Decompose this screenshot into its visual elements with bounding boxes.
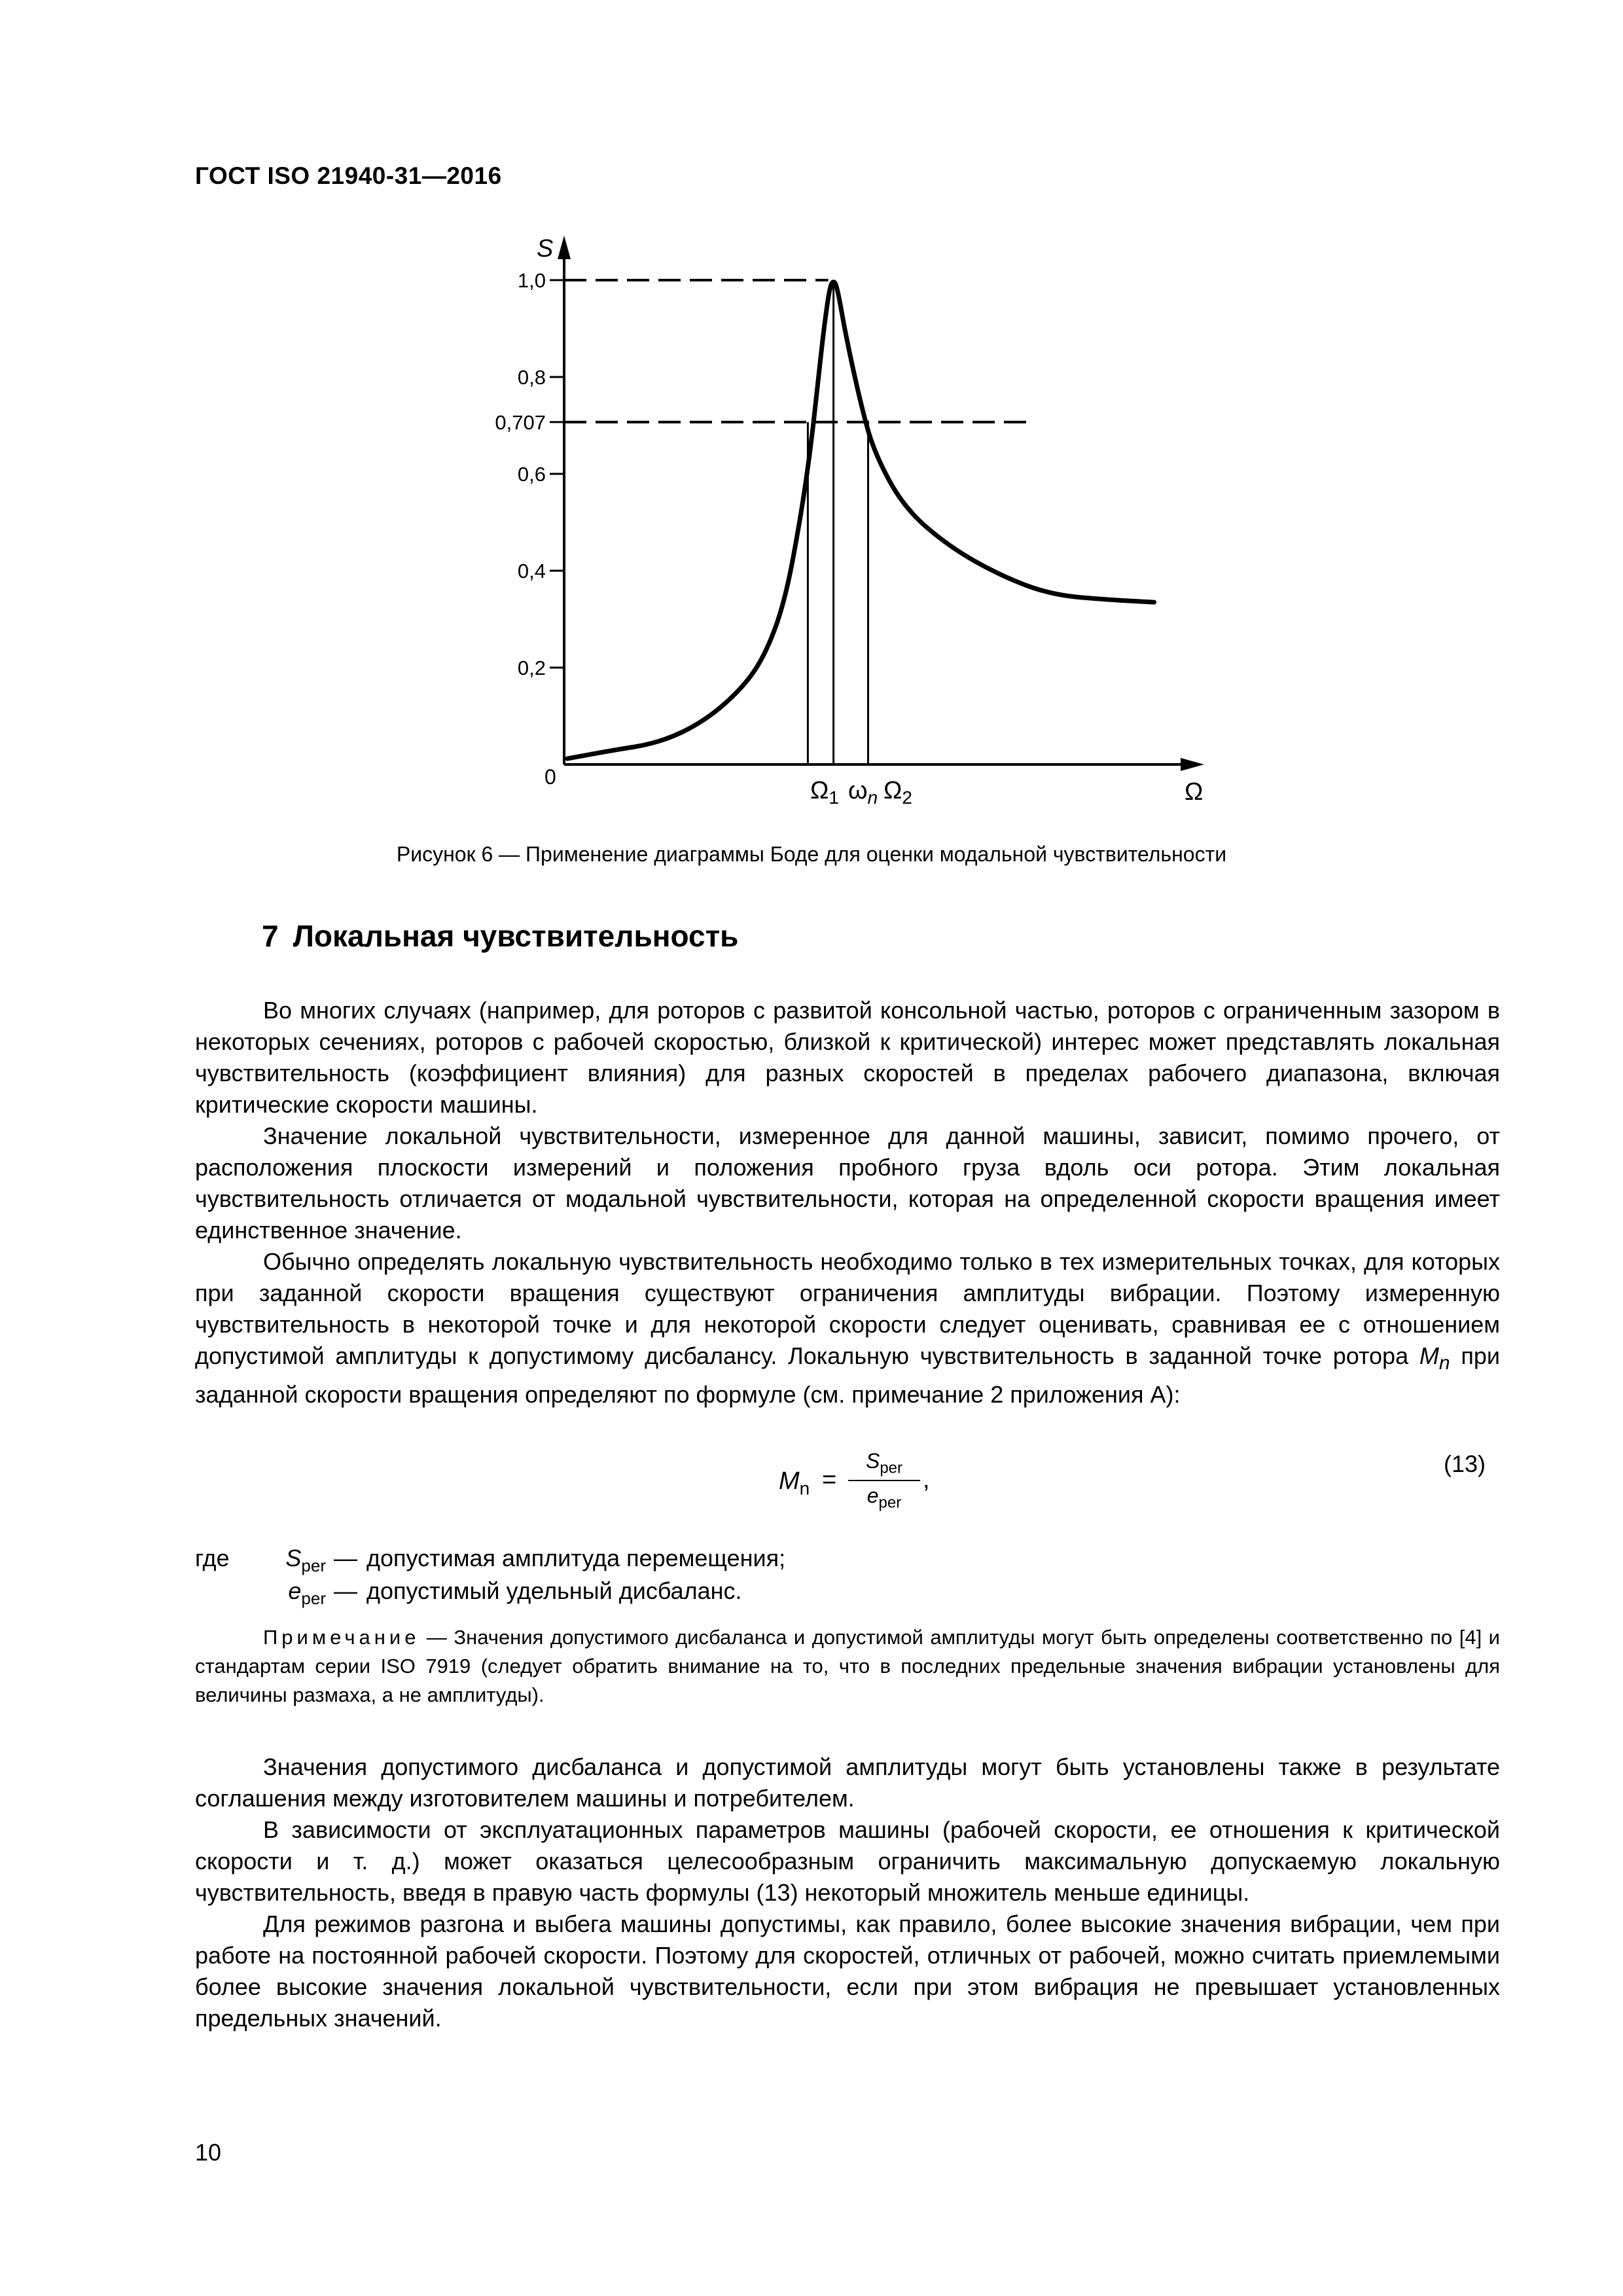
body-text-top — [195, 995, 1500, 1410]
y-tick-label: 0,8 — [517, 366, 546, 389]
numerator-sub: per — [880, 1459, 903, 1477]
definition-text: допустимый удельный дисбаланс. — [366, 1577, 742, 1604]
x-marker-symbol: Ω — [810, 777, 829, 804]
symbol-letter: e — [288, 1577, 302, 1604]
denominator-sub: per — [878, 1494, 902, 1512]
definition-text: допустимая амплитуда перемещения; — [366, 1545, 786, 1571]
definition-dash: — — [334, 1577, 357, 1604]
section-heading — [262, 918, 738, 954]
section-number: 7 — [262, 919, 279, 953]
y-axis-arrow — [558, 236, 571, 259]
symbol-letter: S — [285, 1545, 302, 1571]
numerator-letter: S — [865, 1449, 880, 1473]
paragraph: Значение локальной чувствительности, измеренное для данной машины, зависит, помимо прочего, от расположения плоскости измерений и положения пробного груза вдоль оси ротора. Этим локальная чувствительность отличается от модальной чувствительности, которая на определенной скорости вращения имеет единственное значение. — [195, 1122, 1500, 1244]
formula-lhs-sub: n — [799, 1478, 810, 1499]
x-marker-label — [810, 777, 839, 808]
chart-y-ticks — [495, 269, 564, 679]
formula-denominator — [848, 1484, 920, 1512]
y-tick-label: 0,2 — [517, 656, 546, 679]
symbol-m-sub: n — [1438, 1352, 1450, 1374]
formula-lhs-letter: M — [779, 1467, 800, 1495]
x-marker-label — [848, 777, 878, 808]
definition-symbol — [195, 1575, 326, 1615]
symbol-m-letter: M — [1419, 1342, 1439, 1369]
equation-number: (13) — [1444, 1450, 1486, 1477]
origin-label: 0 — [544, 765, 556, 789]
document-header: ГОСТ ISO 21940-31—2016 — [195, 162, 502, 189]
fraction-bar — [848, 1480, 920, 1481]
y-axis-label: S — [537, 235, 554, 262]
paragraph: Для режимов разгона и выбега машины допустимы, как правило, более высокие значения вибрации, чем при работе на постоянной рабочей скорости. Поэтому для скоростей, отличных от рабочей, можно считать приемлемыми более высокие значения локальной чувствительности, если при этом вибрация не превышает установленных предельных значений. — [195, 1910, 1500, 2032]
symbol-sub: per — [301, 1588, 326, 1609]
y-tick-label: 0,707 — [495, 410, 546, 434]
body-text-bottom — [195, 1751, 1500, 2034]
paragraph — [195, 1246, 1500, 1410]
chart-reference-lines — [564, 280, 1035, 422]
y-tick-label: 1,0 — [517, 269, 546, 292]
formula-fraction — [848, 1449, 920, 1513]
symbol-sub: per — [301, 1556, 326, 1576]
paragraph: Значения допустимого дисбаланса и допустимой амплитуды могут быть установлены также в результате соглашения между изготовителем машины и потребителем. — [195, 1753, 1500, 1812]
formula-numerator — [848, 1449, 920, 1477]
paragraph-text: Обычно определять локальную чувствительность необходимо только в тех измерительных точках, для которых при заданной скорости вращения существуют ограничения амплитуды вибрации. Поэтому измеренную чувствительность в некоторой точке и для некоторой скорости следует оценивать, сравнивая ее с отношением допустимой амплитуды к допустимому дисбалансу. Локальную чувствительность в заданной точке ротора — [195, 1248, 1500, 1369]
chart-axes — [558, 236, 1204, 771]
note-label: Примечание — [263, 1626, 420, 1649]
x-marker-sub: 2 — [902, 787, 912, 808]
formula-13 — [779, 1449, 962, 1528]
y-tick-label: 0,4 — [517, 560, 546, 583]
x-marker-symbol: ω — [848, 777, 868, 804]
formula-comma: , — [923, 1466, 930, 1494]
where-word: где — [195, 1545, 230, 1571]
symbol-m — [1419, 1342, 1450, 1374]
note-text: — Значения допустимого дисбаланса и допустимой амплитуды могут быть определены соответственно по [4] и стандартам серии ISO 7919 (следует обратить внимание на то, что в последних предельные значения вибрации установлены для величины размаха, а не амплитуды). — [195, 1626, 1500, 1706]
bode-diagram — [0, 0, 1623, 825]
paragraph-text: при заданной скорости вращения определяют по формуле (см. примечание 2 приложения А): — [195, 1342, 1500, 1408]
x-axis-label: Ω — [1185, 778, 1204, 806]
y-tick-label: 0,6 — [517, 463, 546, 486]
definition-dash: — — [334, 1545, 357, 1571]
section-title: Локальная чувствительность — [293, 919, 739, 953]
note-block — [195, 1623, 1500, 1710]
x-marker-label — [883, 777, 912, 808]
denominator-letter: e — [866, 1484, 879, 1508]
page-number: 10 — [195, 2139, 222, 2166]
figure-caption: Рисунок 6 — Применение диаграммы Боде для оценки модальной чувствительности — [396, 842, 1227, 866]
note-paragraph — [195, 1623, 1500, 1710]
response-curve — [567, 282, 1154, 759]
formula-lhs — [779, 1467, 810, 1499]
x-axis-arrow — [1181, 758, 1204, 771]
x-marker-symbol: Ω — [883, 777, 902, 804]
x-marker-sub: 1 — [829, 787, 839, 808]
paragraph: В зависимости от эксплуатационных параметров машины (рабочей скорости, ее отношения к критической скорости и т. д.) может оказаться целесообразным ограничить максимальную допускаемую локальную чувствительность, введя в правую часть формулы (13) некоторый множитель меньше единицы. — [195, 1816, 1500, 1906]
x-marker-sub: n — [867, 787, 878, 808]
formula-equals: = — [822, 1466, 837, 1494]
paragraph: Во многих случаях (например, для роторов с развитой консольной частью, роторов с ограниченным зазором в некоторых сечениях, роторов с рабочей скоростью, близкой к критической) интерес может представлять локальная чувствительность (коэффициент влияния) для разных скоростей в пределах рабочего диапазона, включая критические скорости машины. — [195, 997, 1500, 1118]
chart-x-markers — [808, 280, 912, 808]
